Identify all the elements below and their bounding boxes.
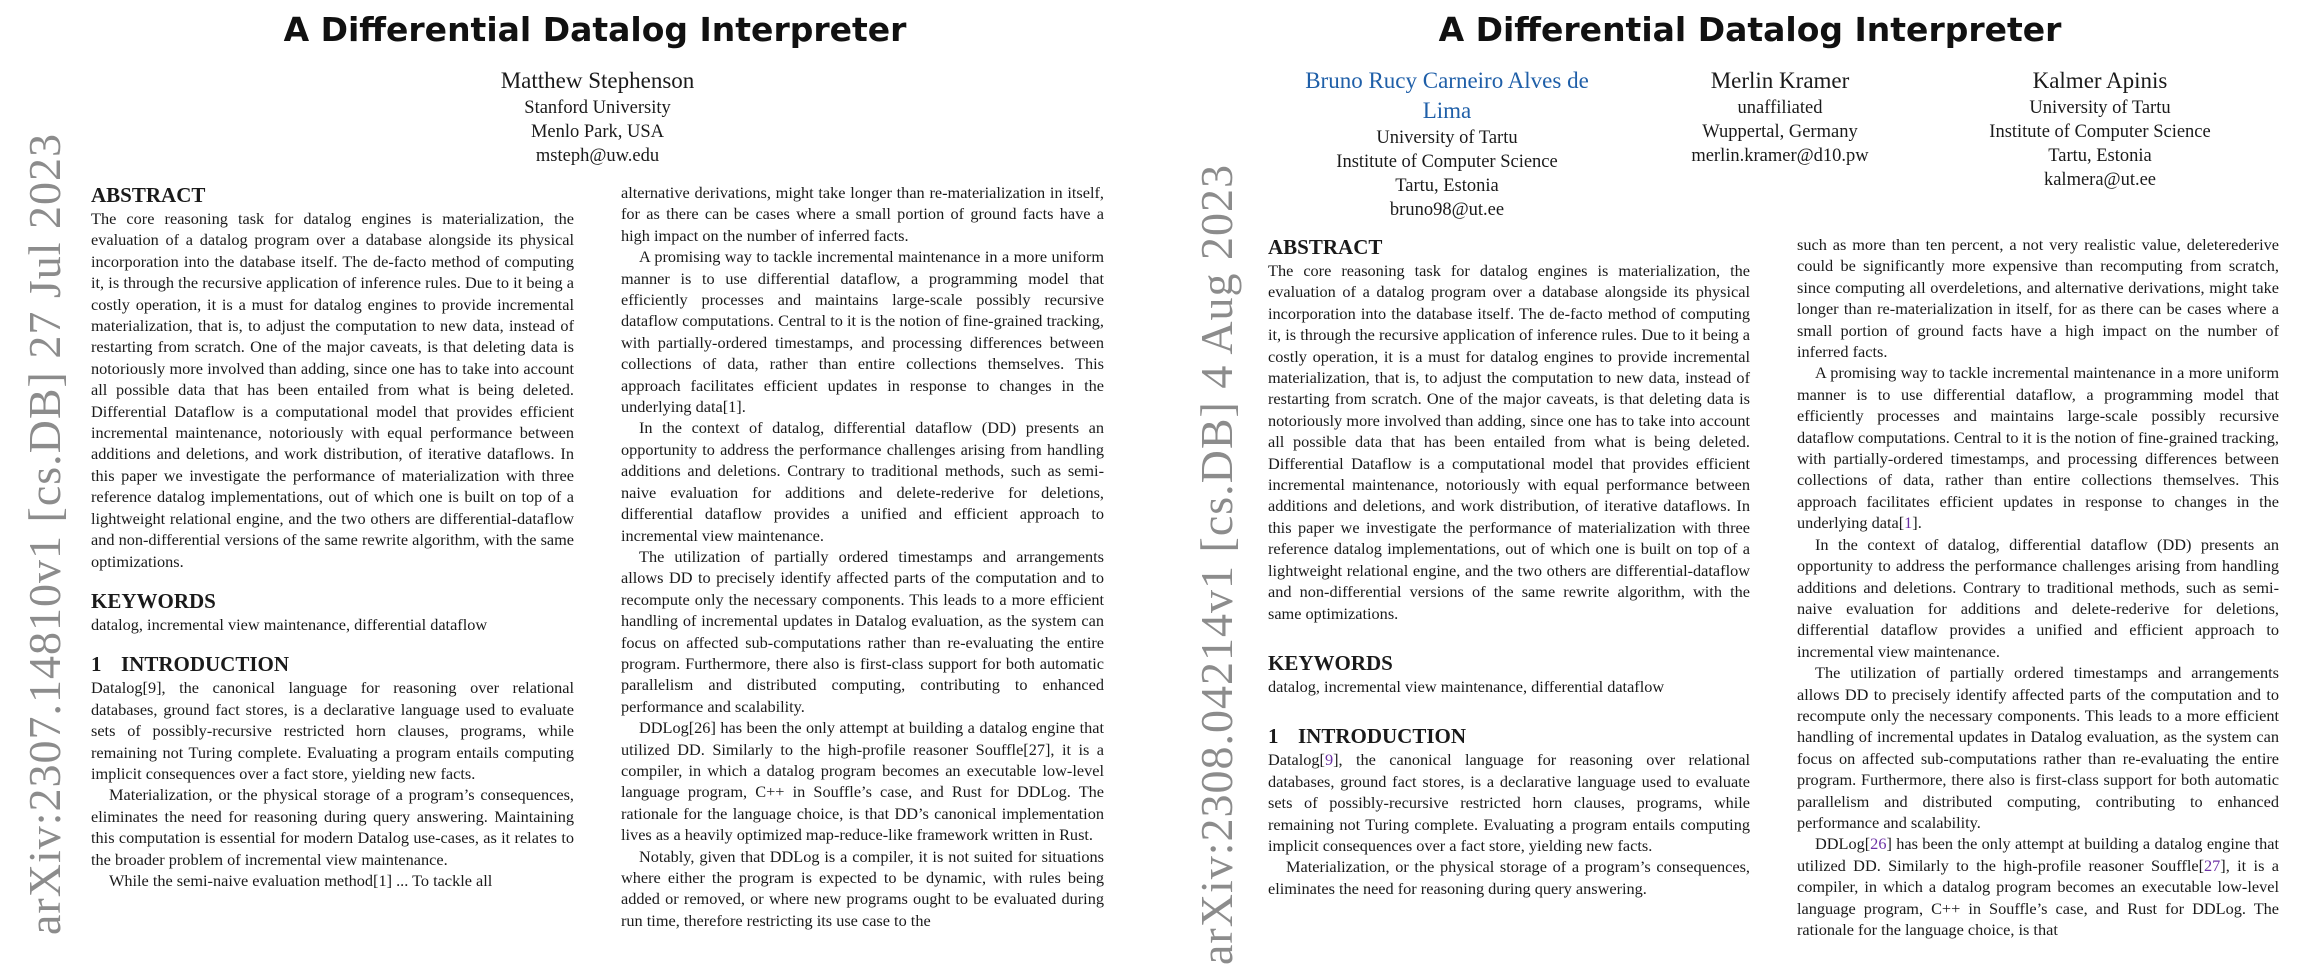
column-right [621,182,1104,931]
abstract-text: The core reasoning task for datalog engines is materialization, the evaluation of a datalog program over a database alongside its physical incorporation into the database itself. The de-facto method of computing it, is through the recursive application of inference rules. Due to it being a costly operation, it is a must for datalog engines to provide incremental materialization, that is, to adjust the computation to new data, instead of restarting from scratch. One of the major caveats, is that deleting data is notoriously more involved than adding, since one has to take into account all possible data that has been entailed from what is being deleted. Differential Dataflow is a computational model that provides efficient incremental maintenance, notoriously with equal performance between additions and deletions, and work distribution, of iterative dataflows. In this paper we investigate the performance of materialization with three reference datalog implementations, out of which one is built on top of a lightweight relational engine, and the two others are differential-dataflow and non-differential versions of the same rewrite algorithm, with the same optimizations. [91,209,575,571]
citation-link[interactable]: 1 [1904,513,1913,533]
author-location: Menlo Park, USA [530,122,665,142]
author-location: Tartu, Estonia [2048,146,2152,166]
section-number: 1 [91,652,102,677]
intro-heading [91,651,574,677]
author-location: Tartu, Estonia [1395,176,1499,196]
body-p1-a: A promising way to tackle incremental maintenance in a more uniform manner is to use differential dataflow, a programming model that efficiently processes and maintains large-scale possibly recursive dataflow computations. Central to it is the notion of fine-grained tracking, with partially-ordered timestamps, and processing differences between collections of data, rather than entire collections themselves. This approach facilitates efficient updates in response to changes in the underlying data[ [1797,363,2279,533]
author-block-3 [1955,66,2245,192]
intro-paragraph-2: Materialization, or the physical storage of a program’s consequences, eliminates the need for reasoning during query answering. Maintaining this computation is essential for modern Datalog use-cases, as it relates to the broader problem of incremental view maintenance. [91,785,574,869]
body-paragraph-4 [1797,833,2279,940]
author-department: Institute of Computer Science [1336,152,1558,172]
body-paragraph-0: alternative derivations, might take longer than re-materialization in itself, for as there can be cases where a small portion of ground facts have a high impact on the number of inferred facts. [621,183,1104,245]
body-paragraph-1 [1797,362,2279,533]
author-affiliation: University of Tartu [1376,128,1518,148]
abstract-text: The core reasoning task for datalog engines is materialization, the evaluation of a datalog program over a database alongside its physical incorporation into the database itself. The de-facto method of computing it, is through the recursive application of inference rules. Due to it being a costly operation, it is a must for datalog engines to provide incremental materialization, that is, to adjust the computation to new data, instead of restarting from scratch. One of the major caveats, is that deleting data is notoriously more involved than adding, since one has to take into account all possible data that has been entailed from what is being deleted. Differential Dataflow is a computational model that provides efficient incremental maintenance, notoriously with equal performance between additions and deletions, and work distribution, of iterative dataflows. In this paper we investigate the performance of materialization with three reference datalog implementations, out of which one is built on top of a lightweight relational engine, and the two others are differential-dataflow and non-differential versions of the same rewrite algorithm, with the same optimizations. [1268,261,1750,623]
intro-paragraph-3: While the semi-naive evaluation method[1] ... To tackle all [109,870,493,890]
author-block [400,66,795,168]
paper-page-right [1150,0,2300,980]
arxiv-stamp: arXiv:2307.14810v1 [cs.DB] 27 Jul 2023 [19,132,70,935]
intro-p1-lead: Datalog[9] [91,678,162,698]
intro-p1-b: ], the canonical language for reasoning over relational databases, ground fact stores, is a declarative language used to evaluate sets of possibly-recursive restricted horn clauses, programs, while remaining not Turing complete. Evaluating a program entails computing implicit consequences over a fact store, yielding new facts. [1268,750,1750,855]
author-block-1 [1282,66,1612,222]
intro-p1-a: Datalog[ [1268,750,1325,770]
author-email[interactable]: bruno98@ut.ee [1389,200,1505,220]
author-location: Wuppertal, Germany [1702,122,1858,142]
column-right [1797,234,2279,940]
author-affiliation: University of Tartu [2029,98,2171,118]
citation-link[interactable]: 9 [1324,750,1334,770]
intro-paragraph-1 [91,677,574,784]
author-email[interactable]: merlin.kramer@d10.pw [1691,146,1869,166]
author-name: Merlin Kramer [1710,68,1850,93]
intro-p1-body: , the canonical language for reasoning over relational databases, ground fact stores, is a declarative language used to evaluate sets of possibly-recursive restricted horn clauses, programs, while remaining not Turing complete. Evaluating a program entails computing implicit consequences over a fact store, yielding new facts. [91,678,574,783]
section-title: INTRODUCTION [1298,724,1467,749]
author-department: Institute of Computer Science [1989,122,2211,142]
author-email[interactable]: kalmera@ut.ee [2043,170,2157,190]
paper-title: A Differential Datalog Interpreter [1438,10,2062,49]
intro-paragraph-1 [1268,749,1750,856]
citation-link[interactable]: 27 [2204,855,2221,875]
author-affiliation: Stanford University [524,98,671,118]
author-affiliation: unaffiliated [1737,98,1823,118]
body-p1-b: ]. [1912,513,1922,533]
author-block-2 [1640,66,1920,168]
body-paragraph-2: In the context of datalog, differential dataflow (DD) presents an opportunity to address the performance challenges arising from handling additions and deletions. Contrary to traditional methods, such as semi-naive evaluation for additions and delete-rederive for deletions, differential dataflow provides a unified and efficient approach to incremental view maintenance. [1797,534,2279,661]
column-left [1268,234,1750,899]
abstract-heading: ABSTRACT [1268,235,1383,259]
keywords-heading: KEYWORDS [91,588,216,613]
author-name: Kalmer Apinis [2032,68,2168,93]
body-p4-b: ] has been the only attempt at building a datalog engine that utilized DD. Similarly to the high-profile reasoner Souffle[ [1797,834,2279,875]
author-name: Matthew Stephenson [500,68,695,93]
body-p4-a: DDLog[ [1815,834,1871,854]
author-name-line1[interactable]: Bruno Rucy Carneiro Alves de [1305,68,1589,93]
keywords-text: datalog, incremental view maintenance, differential dataflow [1268,676,1665,696]
keywords-heading: KEYWORDS [1268,650,1393,675]
author-name-line2[interactable]: Lima [1422,98,1472,123]
body-paragraph-4: DDLog[26] has been the only attempt at building a datalog engine that utilized DD. Similarly to the high-profile reasoner Souffle[27], it is a compiler, in which a datalog program becomes an executable low-level language program, C++ in Souffle’s case, and Rust for DDLog. The rationale for the language choice, is that DD’s canonical implementation lives as a heavily optimized map-reduce-like framework written in Rust. [621,718,1104,845]
section-number: 1 [1268,724,1279,749]
citation-link[interactable]: 26 [1870,834,1887,854]
arxiv-stamp: arXiv:2308.04214v1 [cs.DB] 4 Aug 2023 [1191,163,1242,965]
body-paragraph-3: The utilization of partially ordered timestamps and arrangements allows DD to precisely identify affected parts of the computation and to recompute only the necessary components. This leads to a more efficient handling of incremental updates in Datalog evaluation, as the system can focus on affected sub-computations rather than re-evaluating the entire program. Furthermore, there also is first-class support for both automatic parallelism and distributed computing, contributing to enhanced performance and scalability. [621,546,1104,716]
keywords-text: datalog, incremental view maintenance, differential dataflow [91,614,488,634]
column-left [91,182,574,891]
body-paragraph-1: A promising way to tackle incremental maintenance in a more uniform manner is to use differential dataflow, a programming model that efficiently processes and maintains large-scale possibly recursive dataflow computations. Central to it is the notion of fine-grained tracking, with partially-ordered timestamps, and processing differences between collections of data, rather than entire collections themselves. This approach facilitates efficient updates in response to changes in the underlying data[1]. [621,247,1104,417]
body-paragraph-2: In the context of datalog, differential dataflow (DD) presents an opportunity to address the performance challenges arising from handling additions and deletions. Contrary to traditional methods, such as semi-naive evaluation for additions and delete-rederive for deletions, differential dataflow provides a unified and efficient approach to incremental view maintenance. [621,418,1104,545]
body-paragraph-5: Notably, given that DDLog is a compiler, it is not suited for situations where either the program is expected to be dynamic, with rules being added or removed, or where new programs ought to be evaluated during run time, therefore restricting its use case to the [621,846,1104,930]
author-email[interactable]: msteph@uw.edu [535,146,660,166]
body-paragraph-0: such as more than ten percent, a not very realistic value, deleterederive could be significantly more expensive than recomputing from scratch, since computing all overdeletions, and alternative derivations, might take longer than re-materialization in itself, for as there can be cases where a small portion of ground facts have a high impact on the number of inferred facts. [1797,235,2279,362]
body-paragraph-3: The utilization of partially ordered timestamps and arrangements allows DD to precisely identify affected parts of the computation and to recompute only the necessary components. This leads to a more efficient handling of incremental updates in Datalog evaluation, as the system can focus on affected sub-computations rather than re-evaluating the entire program. Furthermore, there also is first-class support for both automatic parallelism and distributed computing, contributing to enhanced performance and scalability. [1797,663,2279,832]
body-p4-c: ], it is a compiler, in which a datalog program becomes an executable low-level language program, C++ in Souffle’s case, and Rust for DDLog. The rationale for the language choice, is that [1797,855,2279,939]
abstract-heading: ABSTRACT [91,183,206,207]
intro-paragraph-2: Materialization, or the physical storage of a program’s consequences, eliminates the need for reasoning during query answering. [1268,857,1750,898]
paper-title: A Differential Datalog Interpreter [283,10,907,49]
section-title: INTRODUCTION [121,652,290,677]
intro-heading [1268,723,1750,749]
